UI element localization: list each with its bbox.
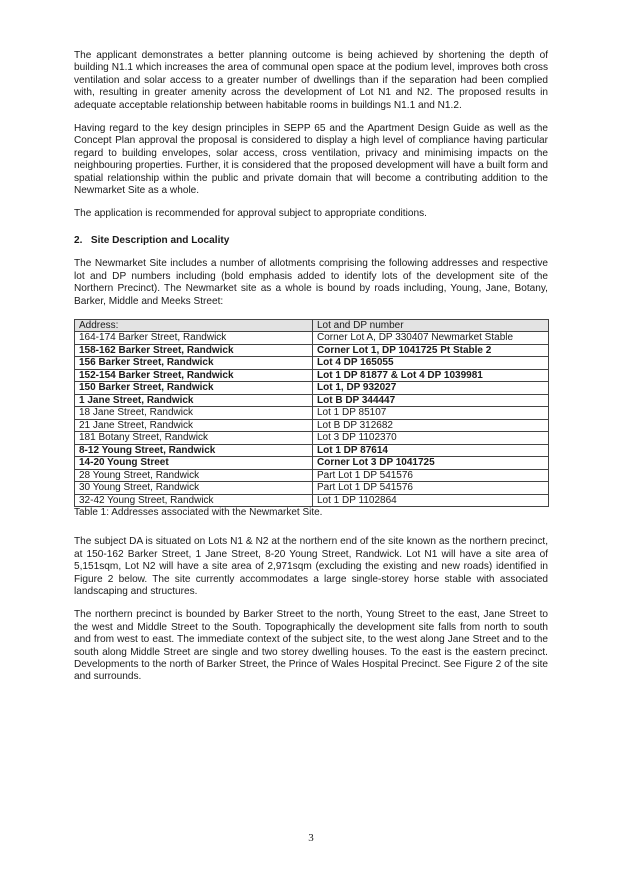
lot-dp-cell: Lot 1, DP 932027 — [313, 382, 549, 395]
address-cell: 28 Young Street, Randwick — [75, 469, 313, 482]
table-row — [75, 332, 549, 345]
address-cell: 8-12 Young Street, Randwick — [75, 444, 313, 457]
address-cell: 1 Jane Street, Randwick — [75, 394, 313, 407]
table-row — [75, 482, 549, 495]
document-page — [74, 50, 548, 684]
body-paragraph-1: The subject DA is situated on Lots N1 & N2 at the northern end of the site known as the northern precinct, at 150-162 Barker Street, 1 Jane Street, 8-20 Young Street, Randwick. Lot N1 will have a site area of 5,151sqm, Lot N2 will have a site area of 2,971sqm (excluding the existing and new roads) identified in Figure 2 below. The site currently accommodates a large single-storey horse stable with associated landscaping and structures. — [74, 536, 548, 598]
table-row — [75, 432, 549, 445]
address-cell: 32-42 Young Street, Randwick — [75, 494, 313, 507]
address-cell: 158-162 Barker Street, Randwick — [75, 344, 313, 357]
table-body — [75, 332, 549, 507]
table-row — [75, 444, 549, 457]
section-heading: 2. Site Description and Locality — [74, 234, 230, 246]
lot-dp-cell: Lot B DP 312682 — [313, 419, 549, 432]
table-row — [75, 369, 549, 382]
table-caption: Table 1: Addresses associated with the Newmarket Site. — [74, 507, 323, 519]
page-number: 3 — [308, 832, 314, 844]
section-lead-paragraph: The Newmarket Site includes a number of allotments comprising the following addresses and respective lot and DP numbers including (bold emphasis added to identify lots of the development site of the Northern Precinct). The Newmarket site as a whole is bound by roads including, Young, Jane, Botany, Barker, Middle and Meeks Street: — [74, 258, 548, 307]
lot-dp-cell: Corner Lot 1, DP 1041725 Pt Stable 2 — [313, 344, 549, 357]
lot-dp-cell: Part Lot 1 DP 541576 — [313, 469, 549, 482]
lot-dp-cell: Part Lot 1 DP 541576 — [313, 482, 549, 495]
address-cell: 18 Jane Street, Randwick — [75, 407, 313, 420]
address-cell: 150 Barker Street, Randwick — [75, 382, 313, 395]
address-cell: 14-20 Young Street — [75, 457, 313, 470]
table-row — [75, 394, 549, 407]
address-cell: 152-154 Barker Street, Randwick — [75, 369, 313, 382]
table-row — [75, 457, 549, 470]
table-row — [75, 407, 549, 420]
lot-dp-cell: Lot 1 DP 1102864 — [313, 494, 549, 507]
table-row — [75, 469, 549, 482]
lot-dp-cell: Corner Lot A, DP 330407 Newmarket Stable — [313, 332, 549, 345]
address-cell: 164-174 Barker Street, Randwick — [75, 332, 313, 345]
table-header-row — [75, 319, 549, 332]
table-row — [75, 419, 549, 432]
lot-dp-cell: Lot 4 DP 165055 — [313, 357, 549, 370]
address-cell: 156 Barker Street, Randwick — [75, 357, 313, 370]
header-address: Address: — [75, 319, 313, 332]
lot-dp-cell: Lot 1 DP 85107 — [313, 407, 549, 420]
lot-dp-cell: Lot B DP 344447 — [313, 394, 549, 407]
lot-dp-cell: Corner Lot 3 DP 1041725 — [313, 457, 549, 470]
address-cell: 30 Young Street, Randwick — [75, 482, 313, 495]
intro-paragraph-1: The applicant demonstrates a better planning outcome is being achieved by shortening the depth of building N1.1 which increases the area of communal open space at the podium level, improves both cross ventilation and solar access to a greater number of dwellings than if the separation had been complied with, resulting in greater amenity across the development of Lot N1 and N2. The proposed results in adequate acceptable relationship between habitable rooms in buildings N1.1 and N1.2. — [74, 50, 548, 111]
lot-dp-cell: Lot 1 DP 87614 — [313, 444, 549, 457]
table-row — [75, 382, 549, 395]
intro-paragraph-2: Having regard to the key design principles in SEPP 65 and the Apartment Design Guide as well as the Concept Plan approval the proposal is considered to display a high level of compliance having particular regard to building envelopes, solar access, cross ventilation, privacy and minimising impacts on the neighbouring properties. Further, it is considered that the proposed development will have a built form and spatial relationship within the public and private domain that will become a contributing addition to the Newmarket Site as a whole. — [74, 123, 548, 197]
addresses-table — [74, 319, 549, 508]
address-cell: 181 Botany Street, Randwick — [75, 432, 313, 445]
lot-dp-cell: Lot 3 DP 1102370 — [313, 432, 549, 445]
table-row — [75, 494, 549, 507]
header-lot-dp: Lot and DP number — [313, 319, 549, 332]
address-cell: 21 Jane Street, Randwick — [75, 419, 313, 432]
lot-dp-cell: Lot 1 DP 81877 & Lot 4 DP 1039981 — [313, 369, 549, 382]
intro-paragraph-3: The application is recommended for approval subject to appropriate conditions. — [74, 208, 427, 220]
table-row — [75, 357, 549, 370]
table-row — [75, 344, 549, 357]
body-paragraph-2: The northern precinct is bounded by Barker Street to the north, Young Street to the east, Jane Street to the west and Middle Street to the South. Topographically the development site falls from north to south and from west to east. The immediate context of the subject site, to the west along Jane Street and to the south along Middle Street are single and two storey dwelling houses. To the east is the eastern precinct. Developments to the north of Barker Street, the Prince of Wales Hospital Precinct. See Figure 2 of the site and surrounds. — [74, 609, 548, 683]
